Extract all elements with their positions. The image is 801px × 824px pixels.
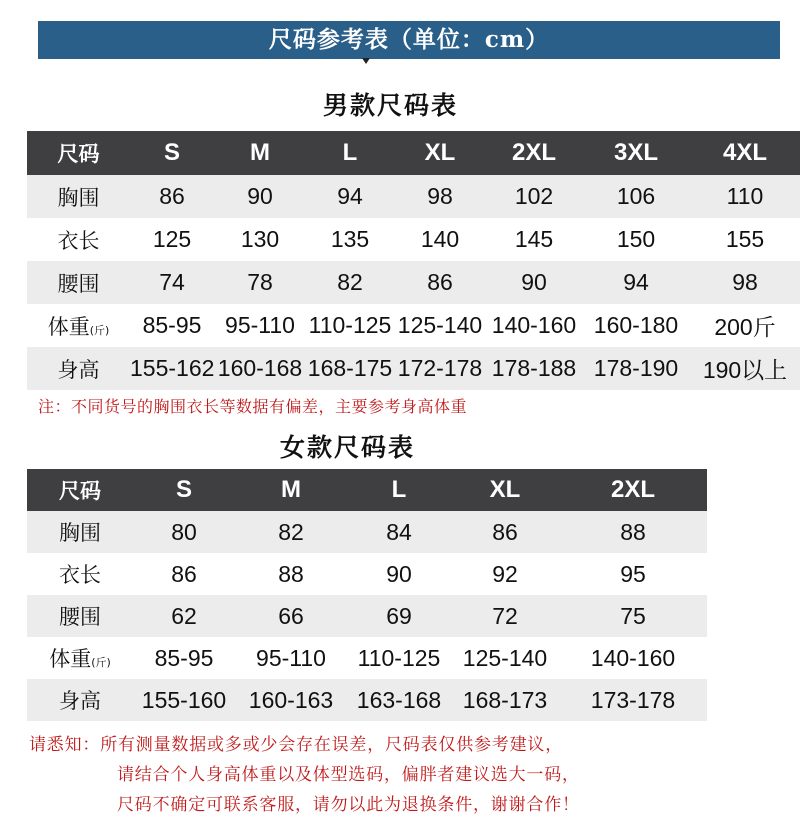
table-cell: 90 xyxy=(347,553,451,595)
size-chart-banner: 尺码参考表（单位：cm） xyxy=(38,21,780,59)
table-cell: 98 xyxy=(690,261,800,304)
men-chart-note: 注：不同货号的胸围衣长等数据有偏差，主要参考身高体重 xyxy=(38,397,468,416)
table-row xyxy=(27,679,707,721)
table-cell: 135 xyxy=(306,218,394,261)
table-cell: 86 xyxy=(133,553,235,595)
table-cell: 168-173 xyxy=(451,679,559,721)
table-cell: 178-190 xyxy=(582,347,690,390)
table-cell: 160-180 xyxy=(582,304,690,347)
footer-notes xyxy=(29,730,580,820)
men-size-table xyxy=(27,131,800,390)
table-row xyxy=(27,261,800,304)
table-cell: 62 xyxy=(133,595,235,637)
table-cell: 155 xyxy=(690,218,800,261)
footer-note-line: 请悉知：所有测量数据或多或少会存在误差，尺码表仅供参考建议， xyxy=(29,735,563,755)
table-cell: 155-162 xyxy=(130,347,214,390)
men-header-size: XL xyxy=(394,131,486,175)
table-cell: 72 xyxy=(451,595,559,637)
table-cell: 110-125 xyxy=(347,637,451,679)
table-row xyxy=(27,218,800,261)
table-cell: 75 xyxy=(559,595,707,637)
table-cell: 140-160 xyxy=(486,304,582,347)
table-cell: 110-125 xyxy=(306,304,394,347)
row-label: 衣长 xyxy=(27,553,133,595)
table-cell: 125-140 xyxy=(394,304,486,347)
women-header-size: L xyxy=(347,469,451,511)
row-label: 腰围 xyxy=(27,595,133,637)
table-cell: 78 xyxy=(214,261,306,304)
table-cell: 85-95 xyxy=(133,637,235,679)
table-cell: 145 xyxy=(486,218,582,261)
women-header-row xyxy=(27,469,707,511)
table-cell: 90 xyxy=(486,261,582,304)
women-header-size: 2XL xyxy=(559,469,707,511)
table-cell: 95-110 xyxy=(235,637,347,679)
table-cell: 98 xyxy=(394,175,486,218)
women-header-size: S xyxy=(133,469,235,511)
table-row xyxy=(27,175,800,218)
table-cell: 110 xyxy=(690,175,800,218)
women-size-chart-title: 女款尺码表 xyxy=(280,433,416,462)
men-size-chart-title: 男款尺码表 xyxy=(323,91,459,120)
footer-note-line: 尺码不确定可联系客服，请勿以此为退换条件，谢谢合作！ xyxy=(117,795,580,815)
table-row xyxy=(27,595,707,637)
table-cell: 74 xyxy=(130,261,214,304)
women-header-size: M xyxy=(235,469,347,511)
table-cell: 160-168 xyxy=(214,347,306,390)
table-cell: 172-178 xyxy=(394,347,486,390)
men-header-row xyxy=(27,131,800,175)
table-cell: 173-178 xyxy=(559,679,707,721)
table-row xyxy=(27,347,800,390)
row-label: 腰围 xyxy=(27,261,130,304)
men-header-size: S xyxy=(130,131,214,175)
table-cell: 86 xyxy=(394,261,486,304)
men-header-size: L xyxy=(306,131,394,175)
table-cell: 163-168 xyxy=(347,679,451,721)
row-label: 身高 xyxy=(27,347,130,390)
footer-note-line: 请结合个人身高体重以及体型选码，偏胖者建议选大一码， xyxy=(117,765,580,785)
table-cell: 125-140 xyxy=(451,637,559,679)
banner-pointer xyxy=(362,58,370,64)
table-cell: 92 xyxy=(451,553,559,595)
men-header-size: M xyxy=(214,131,306,175)
table-row xyxy=(27,304,800,347)
table-cell: 102 xyxy=(486,175,582,218)
men-header-label: 尺码 xyxy=(27,131,130,175)
table-cell: 69 xyxy=(347,595,451,637)
row-label: 体重(斤) xyxy=(27,637,133,679)
table-row xyxy=(27,637,707,679)
women-header-label: 尺码 xyxy=(27,469,133,511)
table-cell: 94 xyxy=(306,175,394,218)
table-row xyxy=(27,511,707,553)
table-row xyxy=(27,553,707,595)
table-cell: 178-188 xyxy=(486,347,582,390)
row-label: 胸围 xyxy=(27,175,130,218)
table-cell: 140 xyxy=(394,218,486,261)
table-cell: 155-160 xyxy=(133,679,235,721)
table-cell: 95-110 xyxy=(214,304,306,347)
men-header-size: 4XL xyxy=(690,131,800,175)
table-cell: 86 xyxy=(130,175,214,218)
table-cell: 85-95 xyxy=(130,304,214,347)
table-cell: 66 xyxy=(235,595,347,637)
women-header-size: XL xyxy=(451,469,559,511)
table-cell: 150 xyxy=(582,218,690,261)
table-cell: 82 xyxy=(306,261,394,304)
table-cell: 130 xyxy=(214,218,306,261)
table-cell: 200斤 xyxy=(690,304,800,347)
row-label: 身高 xyxy=(27,679,133,721)
women-size-table xyxy=(27,469,707,721)
row-label: 衣长 xyxy=(27,218,130,261)
table-cell: 80 xyxy=(133,511,235,553)
table-cell: 160-163 xyxy=(235,679,347,721)
table-cell: 94 xyxy=(582,261,690,304)
row-label: 体重(斤) xyxy=(27,304,130,347)
table-cell: 95 xyxy=(559,553,707,595)
table-cell: 140-160 xyxy=(559,637,707,679)
table-cell: 88 xyxy=(235,553,347,595)
table-cell: 106 xyxy=(582,175,690,218)
table-cell: 90 xyxy=(214,175,306,218)
table-cell: 190以上 xyxy=(690,347,800,390)
table-cell: 168-175 xyxy=(306,347,394,390)
row-label: 胸围 xyxy=(27,511,133,553)
men-header-size: 2XL xyxy=(486,131,582,175)
men-header-size: 3XL xyxy=(582,131,690,175)
table-cell: 125 xyxy=(130,218,214,261)
table-cell: 84 xyxy=(347,511,451,553)
table-cell: 88 xyxy=(559,511,707,553)
table-cell: 82 xyxy=(235,511,347,553)
table-cell: 86 xyxy=(451,511,559,553)
